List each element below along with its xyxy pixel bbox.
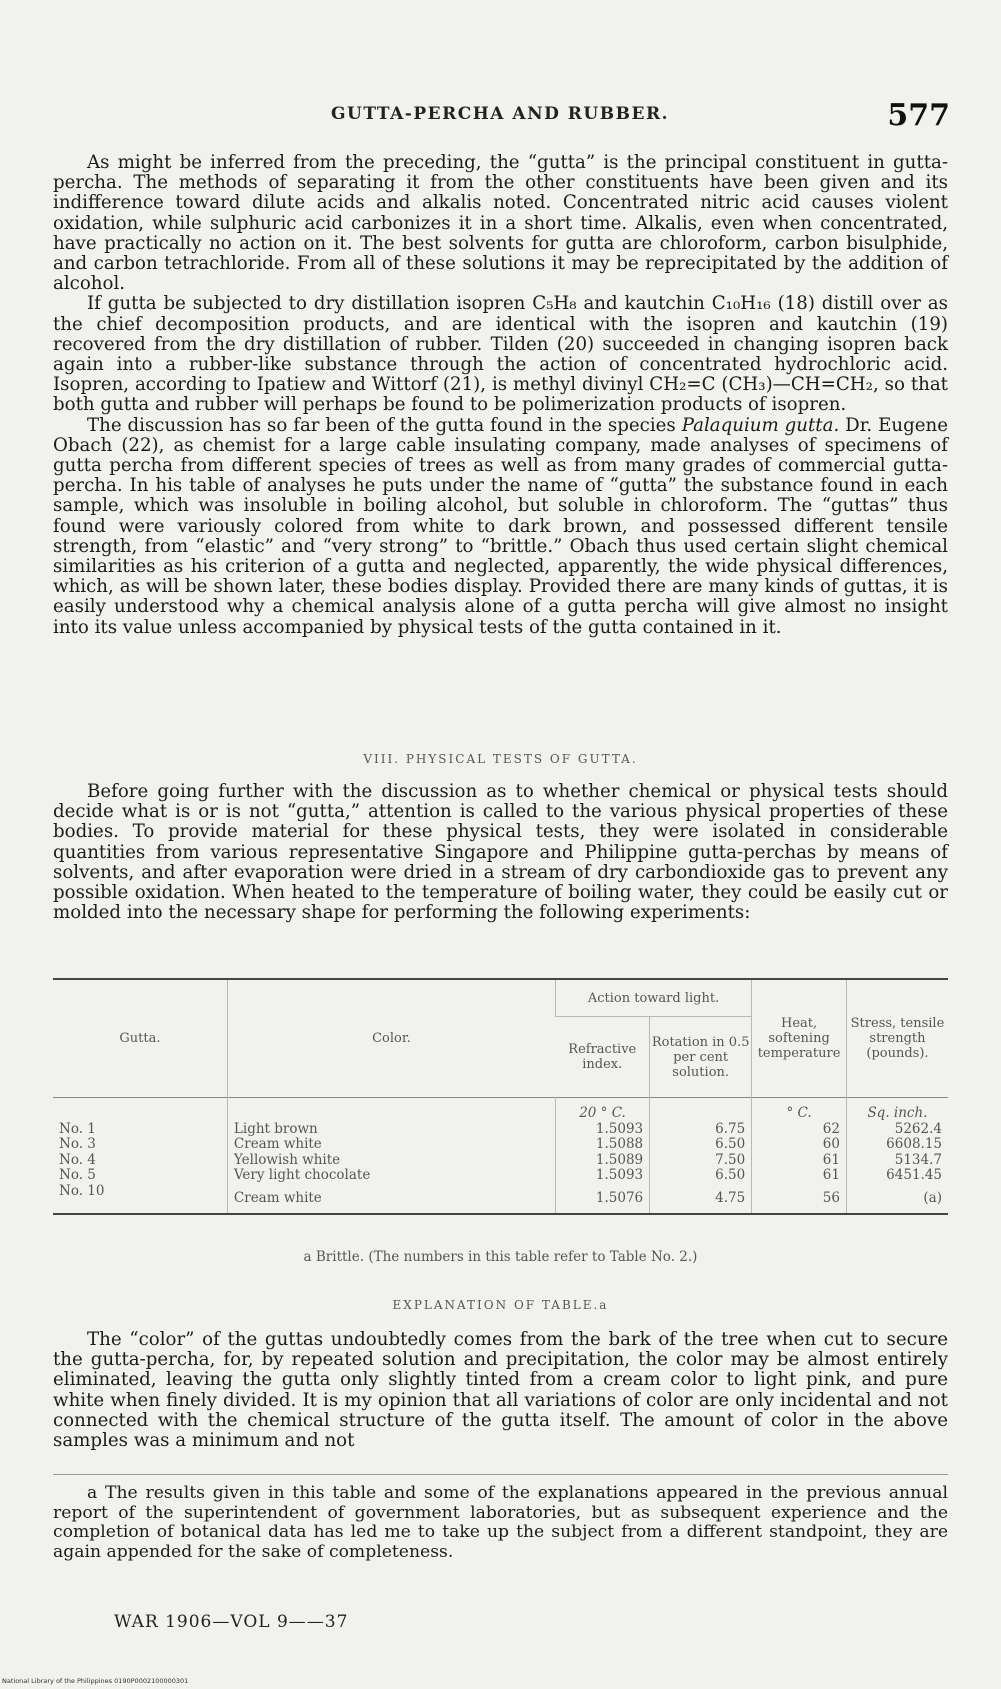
page-footnote: a The results given in this table and some of the explanations appeared in the previous annual report of the superintendent of government laboratories, but as subsequent experience and the completion of botanical data has led me to take up the subject from a different standpoint, they are again appended for the sake of completeness.	[53, 1483, 948, 1562]
header-action: Action toward light.	[555, 979, 751, 1017]
header-stress: Stress, tensile strength (pounds).	[846, 979, 948, 1098]
table-row	[53, 1153, 948, 1169]
cell-gutta: No. 4	[59, 1151, 96, 1168]
header-refractive: Refractive index.	[568, 1042, 637, 1072]
cell-stress: 6608.15	[846, 1137, 948, 1153]
table-row	[53, 1122, 948, 1138]
paragraph-2: If gutta be subjected to dry distillation isopren C₅H₈ and kautchin C₁₀H₁₆ (18) distill over as the chief decomposition products, and are identical with the isopren and kautchin (19) recovered from the dry distillation of rubber. Tilden (20) succeeded in changing isopren back again into a rubber-like substance through the action of concentrated hydrochloric acid. Isopren, according to Ipatiew and Wittorf (21), is methyl divinyl CH₂=C (CH₃)—CH=CH₂, so that both gutta and rubber will perhaps be found to be polimerization products of isopren.	[53, 293, 948, 416]
cell-heat: 62	[752, 1122, 847, 1138]
unit-stress: Sq. inch.	[846, 1098, 948, 1122]
unit-heat: ° C.	[752, 1098, 847, 1122]
cell-color: Cream white	[227, 1137, 555, 1153]
physical-tests-table	[53, 978, 948, 1215]
cell-stress: 5134.7	[846, 1153, 948, 1169]
species-name: Palaquium gutta.	[681, 414, 840, 436]
paragraph-3-lead: The discussion has so far been of the gutta found in the species	[87, 414, 676, 436]
signature-line: WAR 1906—VOL 9——37	[114, 1612, 349, 1632]
cell-rotation: 4.75	[650, 1184, 752, 1215]
units-row	[53, 1098, 948, 1122]
paragraph-4: Before going further with the discussion as to whether chemical or physical tests should decide what is or is not “gutta,” attention is called to the various physical properties of these bodies. To provide material for these physical tests, they were isolated in considerable quantities from various representative Singapore and Philippine gutta-perchas by means of solvents, and after evaporation were dried in a stream of dry carbondioxide gas to prevent any possible oxidation. When heated to the temperature of boiling water, they could be easily cut or molded into the necessary shape for performing the following experiments:	[53, 781, 948, 924]
body-text-2	[53, 782, 948, 923]
table-row	[53, 1137, 948, 1153]
cell-gutta: No. 3	[59, 1136, 96, 1152]
header-gutta: Gutta.	[119, 1031, 161, 1046]
cell-refractive: 1.5088	[555, 1137, 649, 1153]
paragraph-3-body: Dr. Eugene Obach (22), as chemist for a large cable insulating company, made analyses of specimens of gutta percha from different species of trees as well as from many grades of commercial gutta-percha. In his table of analyses he puts under the name of “gutta” the substance found in each sample, which was insoluble in boiling alcohol, but soluble in chloroform. The “guttas” thus found were variously colored from white to dark brown, and possessed different tensile strength, from “elastic” and “very strong” to “brittle.” Obach thus used certain slight chemical similarities as his criterion of a gutta and neglected, apparently, the wide physical differences, which, as will be shown later, these bodies display. Provided there are many kinds of guttas, it is easily understood why a chemical analysis alone of a gutta percha will give almost no insight into its value unless accompanied by physical tests of the gutta contained in it.	[53, 414, 948, 638]
cell-refractive: 1.5089	[555, 1153, 649, 1169]
table-row	[53, 1184, 948, 1215]
cell-rotation: 7.50	[650, 1153, 752, 1169]
cell-gutta: No. 10	[59, 1182, 105, 1199]
header-color: Color.	[227, 979, 555, 1098]
cell-stress: 6451.45	[846, 1168, 948, 1184]
cell-heat: 61	[752, 1168, 847, 1184]
cell-rotation: 6.50	[650, 1168, 752, 1184]
footnote-rule	[53, 1474, 948, 1475]
running-head	[50, 98, 950, 138]
body-text	[53, 153, 948, 638]
cell-color: Yellowish white	[227, 1153, 555, 1169]
cell-stress: 5262.4	[846, 1122, 948, 1138]
unit-refractive: 20 ° C.	[555, 1098, 649, 1122]
cell-refractive: 1.5093	[555, 1122, 649, 1138]
paragraph-explanation: The “color” of the guttas undoubtedly comes from the bark of the tree when cut to secure the gutta-percha, for, by repeated solution and precipitation, the color may be almost entirely eliminated, leaving the gutta only slightly tinted from a cream color to light pink, and pure white when finely divided. It is my opinion that all variations of color are only incidental and not connected with the chemical structure of the gutta itself. The amount of color in the above samples was a minimum and not	[53, 1329, 948, 1452]
cell-stress: (a)	[846, 1184, 948, 1215]
table-row	[53, 1168, 948, 1184]
running-title: GUTTA-PERCHA AND RUBBER.	[330, 104, 669, 124]
table-footnote: a Brittle. (The numbers in this table refer to Table No. 2.)	[303, 1249, 698, 1265]
cell-rotation: 6.50	[650, 1137, 752, 1153]
scan-credit: National Library of the Philippines 0190P0002100000301	[2, 1677, 189, 1685]
cell-heat: 61	[752, 1153, 847, 1169]
header-rotation: Rotation in 0.5 per cent solution.	[650, 1017, 752, 1098]
paragraph-1: As might be inferred from the preceding, the “gutta” is the principal constituent in gutta-percha. The methods of separating it from the other constituents have been given and its indifference toward dilute acids and alkalis noted. Concentrated nitric acid causes violent oxidation, while sulphuric acid carbonizes it in a short time. Alkalis, even when concentrated, have practically no action on it. The best solvents for gutta are chloroform, carbon bisulphide, and carbon tetrachloride. From all of these solutions it may be reprecipitated by the addition of alcohol.	[53, 152, 948, 295]
cell-rotation: 6.75	[650, 1122, 752, 1138]
cell-gutta: No. 5	[59, 1167, 96, 1183]
page-number: 577	[887, 98, 950, 133]
header-heat: Heat, softening temperature	[752, 979, 847, 1098]
section-heading: VIII. PHYSICAL TESTS OF GUTTA.	[363, 752, 638, 766]
cell-refractive: 1.5076	[555, 1184, 649, 1215]
cell-color: Cream white	[227, 1184, 555, 1215]
cell-refractive: 1.5093	[555, 1168, 649, 1184]
cell-color: Light brown	[227, 1122, 555, 1138]
paragraph-3	[53, 416, 948, 638]
cell-heat: 56	[752, 1184, 847, 1215]
body-text-3	[53, 1330, 948, 1451]
cell-gutta: No. 1	[59, 1120, 96, 1137]
cell-heat: 60	[752, 1137, 847, 1153]
explanation-heading: EXPLANATION OF TABLE.a	[392, 1298, 609, 1312]
cell-color: Very light chocolate	[227, 1168, 555, 1184]
